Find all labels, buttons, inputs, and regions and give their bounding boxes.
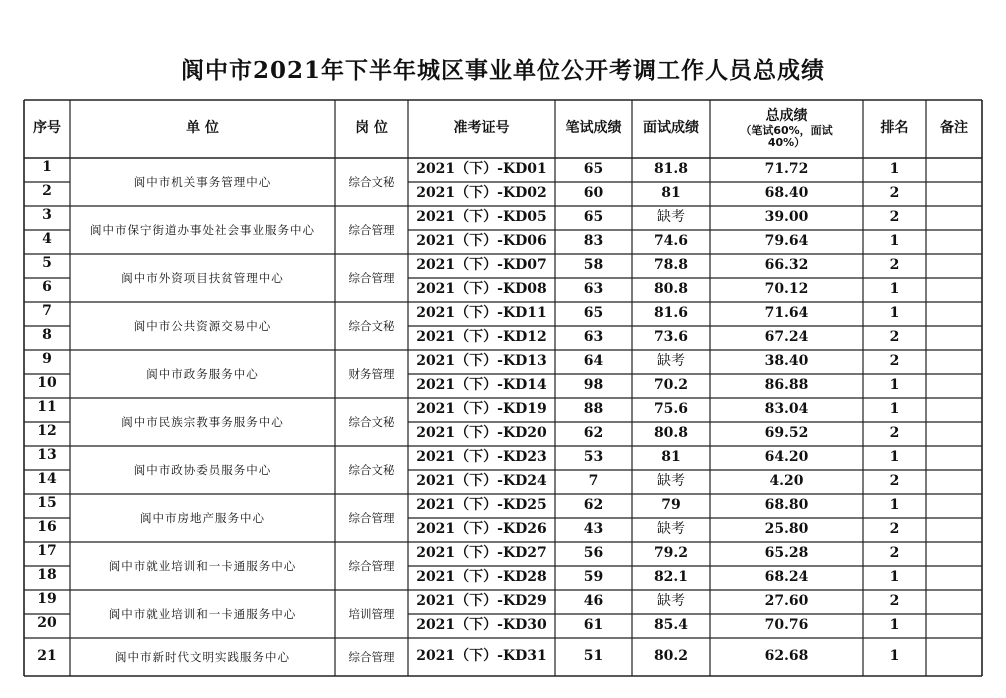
- row-rank: 1: [889, 233, 900, 250]
- row-seq: 12: [37, 423, 57, 439]
- row-exam-no: 2021（下）-KD23: [416, 449, 547, 466]
- group-post: 培训管理: [348, 606, 395, 621]
- row-interview: 80.8: [653, 425, 689, 442]
- group-unit: 阆中市政务服务中心: [146, 366, 259, 381]
- row-seq: 20: [37, 615, 57, 631]
- row-interview: 缺考: [657, 209, 685, 226]
- row-seq: 9: [42, 351, 52, 367]
- row-rank: 2: [889, 593, 900, 610]
- row-exam-no: 2021（下）-KD31: [416, 648, 547, 665]
- row-remark: [926, 494, 982, 518]
- header-rank: 排名: [880, 120, 909, 137]
- row-exam-no: 2021（下）-KD01: [416, 161, 547, 178]
- row-total: 68.80: [764, 497, 809, 514]
- row-remark: [926, 326, 982, 350]
- group-post: 财务管理: [348, 366, 395, 381]
- row-rank: 1: [889, 377, 900, 394]
- header-exam-no: 准考证号: [453, 120, 510, 137]
- row-seq: 10: [37, 375, 57, 391]
- row-remark: [926, 446, 982, 470]
- row-seq: 16: [37, 519, 57, 535]
- row-written: 51: [583, 648, 604, 665]
- row-written: 46: [583, 593, 604, 610]
- row-rank: 2: [889, 353, 900, 370]
- row-rank: 2: [889, 185, 900, 202]
- header-remark: 备注: [940, 120, 968, 137]
- row-written: 60: [583, 185, 604, 202]
- row-interview: 82.1: [653, 569, 689, 586]
- row-exam-no: 2021（下）-KD26: [416, 521, 547, 538]
- row-exam-no: 2021（下）-KD24: [416, 473, 547, 490]
- row-total: 67.24: [764, 329, 809, 346]
- row-interview: 缺考: [657, 593, 685, 610]
- row-exam-no: 2021（下）-KD06: [416, 233, 547, 250]
- row-seq: 8: [42, 327, 52, 343]
- row-remark: [926, 206, 982, 230]
- row-total: 38.40: [764, 353, 809, 370]
- row-total: 25.80: [764, 521, 809, 538]
- row-seq: 6: [42, 279, 52, 295]
- row-written: 63: [583, 281, 604, 298]
- row-remark: [926, 566, 982, 590]
- row-rank: 2: [889, 329, 900, 346]
- row-remark: [926, 398, 982, 422]
- row-total: 65.28: [764, 545, 809, 562]
- row-total: 79.64: [764, 233, 809, 250]
- row-interview: 79: [661, 497, 681, 514]
- row-exam-no: 2021（下）-KD07: [416, 257, 547, 274]
- group-post: 综合管理: [348, 558, 395, 573]
- row-rank: 2: [889, 521, 900, 538]
- row-total: 86.88: [764, 377, 809, 394]
- row-seq: 1: [42, 159, 52, 175]
- row-interview: 81: [661, 449, 681, 466]
- group-post: 综合管理: [348, 510, 395, 525]
- row-remark: [926, 542, 982, 566]
- row-rank: 2: [889, 257, 900, 274]
- header-seq: 序号: [33, 120, 61, 137]
- row-remark: [926, 254, 982, 278]
- row-interview: 85.4: [653, 617, 689, 634]
- row-written: 65: [583, 161, 604, 178]
- row-seq: 18: [37, 567, 57, 583]
- row-interview: 81.8: [653, 161, 689, 178]
- row-total: 70.76: [764, 617, 809, 634]
- group-unit: 阆中市政协委员服务中心: [133, 462, 272, 477]
- document-title: 阆中市2021年下半年城区事业单位公开考调工作人员总成绩: [180, 57, 825, 84]
- group-unit: 阆中市保宁街道办事处社会事业服务中心: [90, 222, 315, 237]
- row-rank: 1: [889, 161, 900, 178]
- group-unit: 阆中市公共资源交易中心: [133, 318, 272, 333]
- row-remark: [926, 614, 982, 638]
- row-total: 27.60: [764, 593, 809, 610]
- row-rank: 1: [889, 497, 900, 514]
- row-rank: 1: [889, 617, 900, 634]
- row-remark: [926, 374, 982, 398]
- row-interview: 80.8: [653, 281, 689, 298]
- row-remark: [926, 518, 982, 542]
- row-rank: 1: [889, 281, 900, 298]
- row-exam-no: 2021（下）-KD14: [416, 377, 547, 394]
- row-rank: 1: [889, 305, 900, 322]
- row-rank: 2: [889, 209, 900, 226]
- row-exam-no: 2021（下）-KD29: [416, 593, 547, 610]
- row-written: 65: [583, 209, 604, 226]
- group-post: 综合管理: [348, 649, 395, 664]
- row-rank: 2: [889, 473, 900, 490]
- row-interview: 81.6: [653, 305, 689, 322]
- row-interview: 78.8: [653, 257, 689, 274]
- row-exam-no: 2021（下）-KD25: [416, 497, 547, 514]
- group-post: 综合管理: [348, 270, 395, 285]
- row-total: 71.72: [764, 161, 809, 178]
- row-rank: 1: [889, 449, 900, 466]
- row-seq: 5: [42, 255, 52, 271]
- row-exam-no: 2021（下）-KD30: [416, 617, 547, 634]
- group-unit: 阆中市民族宗教事务服务中心: [121, 414, 284, 429]
- row-exam-no: 2021（下）-KD08: [416, 281, 547, 298]
- row-interview: 74.6: [653, 233, 689, 250]
- header-total-line2: （笔试60%，面试: [740, 123, 833, 137]
- group-post: 综合文秘: [348, 318, 395, 333]
- header-written: 笔试成绩: [565, 120, 622, 137]
- row-total: 70.12: [764, 281, 809, 298]
- row-interview: 缺考: [657, 521, 685, 538]
- group-unit: 阆中市外资项目扶贫管理中心: [121, 270, 284, 285]
- row-interview: 70.2: [653, 377, 689, 394]
- group-unit: 阆中市就业培训和一卡通服务中心: [108, 606, 297, 621]
- row-rank: 1: [889, 648, 900, 665]
- row-remark: [926, 302, 982, 326]
- row-total: 66.32: [764, 257, 809, 274]
- header-unit: 单 位: [186, 120, 219, 137]
- row-written: 65: [583, 305, 604, 322]
- row-remark: [926, 278, 982, 302]
- row-rank: 1: [889, 569, 900, 586]
- group-post: 综合文秘: [348, 174, 395, 189]
- row-interview: 79.2: [653, 545, 689, 562]
- row-interview: 75.6: [653, 401, 689, 418]
- row-remark: [926, 158, 982, 182]
- row-written: 7: [588, 473, 599, 490]
- row-seq: 3: [42, 207, 52, 223]
- row-interview: 81: [661, 185, 681, 202]
- row-remark: [926, 470, 982, 494]
- row-seq: 19: [37, 591, 57, 607]
- row-seq: 4: [42, 231, 52, 247]
- row-seq: 13: [37, 447, 57, 463]
- row-total: 64.20: [764, 449, 809, 466]
- group-post: 综合文秘: [348, 462, 395, 477]
- row-exam-no: 2021（下）-KD27: [416, 545, 547, 562]
- row-written: 98: [583, 377, 604, 394]
- row-exam-no: 2021（下）-KD11: [416, 305, 547, 322]
- row-written: 83: [583, 233, 604, 250]
- group-unit: 阆中市就业培训和一卡通服务中心: [108, 558, 297, 573]
- row-total: 71.64: [764, 305, 809, 322]
- row-remark: [926, 638, 982, 676]
- row-total: 4.20: [769, 473, 804, 490]
- row-written: 43: [583, 521, 604, 538]
- group-post: 综合文秘: [348, 414, 395, 429]
- row-written: 58: [583, 257, 604, 274]
- header-total-line3: 40%）: [767, 135, 806, 149]
- row-written: 63: [583, 329, 604, 346]
- group-unit: 阆中市房地产服务中心: [140, 510, 265, 525]
- row-remark: [926, 590, 982, 614]
- row-seq: 21: [37, 648, 57, 665]
- group-post: 综合管理: [348, 222, 395, 237]
- group-unit: 阆中市新时代文明实践服务中心: [115, 649, 290, 664]
- header-interview: 面试成绩: [643, 120, 699, 137]
- row-rank: 1: [889, 401, 900, 418]
- row-interview: 缺考: [657, 473, 685, 490]
- row-total: 69.52: [764, 425, 809, 442]
- row-interview: 80.2: [653, 648, 689, 665]
- header-total: [710, 100, 863, 158]
- row-written: 61: [583, 617, 604, 634]
- row-total: 68.40: [764, 185, 809, 202]
- row-written: 59: [583, 569, 604, 586]
- row-seq: 7: [42, 303, 52, 319]
- row-interview: 缺考: [657, 353, 685, 370]
- row-seq: 14: [37, 471, 57, 487]
- row-total: 62.68: [764, 648, 809, 665]
- header-post: 岗 位: [355, 120, 388, 137]
- row-rank: 2: [889, 545, 900, 562]
- row-exam-no: 2021（下）-KD13: [416, 353, 547, 370]
- row-remark: [926, 230, 982, 254]
- row-exam-no: 2021（下）-KD12: [416, 329, 547, 346]
- row-seq: 2: [42, 183, 52, 199]
- row-exam-no: 2021（下）-KD20: [416, 425, 547, 442]
- row-written: 62: [583, 425, 604, 442]
- row-remark: [926, 422, 982, 446]
- row-written: 88: [583, 401, 604, 418]
- row-exam-no: 2021（下）-KD05: [416, 209, 547, 226]
- row-total: 83.04: [764, 401, 809, 418]
- group-unit: 阆中市机关事务管理中心: [133, 174, 272, 189]
- row-rank: 2: [889, 425, 900, 442]
- row-exam-no: 2021（下）-KD19: [416, 401, 547, 418]
- row-written: 62: [583, 497, 604, 514]
- row-interview: 73.6: [653, 329, 689, 346]
- header-total-line1: 总成绩: [765, 108, 808, 125]
- row-seq: 17: [37, 543, 57, 559]
- row-written: 56: [583, 545, 604, 562]
- row-seq: 11: [37, 399, 57, 415]
- row-seq: 15: [37, 495, 57, 511]
- row-exam-no: 2021（下）-KD28: [416, 569, 547, 586]
- row-written: 53: [583, 449, 604, 466]
- row-total: 68.24: [764, 569, 809, 586]
- row-written: 64: [583, 353, 604, 370]
- row-remark: [926, 350, 982, 374]
- row-remark: [926, 182, 982, 206]
- row-exam-no: 2021（下）-KD02: [416, 185, 547, 202]
- row-total: 39.00: [764, 209, 809, 226]
